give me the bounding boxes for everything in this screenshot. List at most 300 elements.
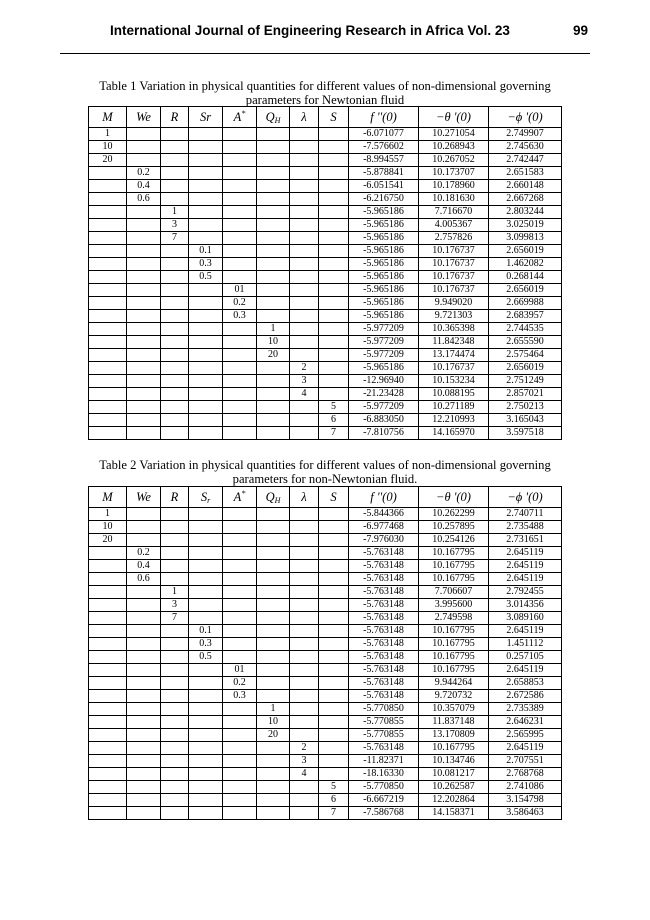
table-cell: 2.658853	[489, 677, 562, 690]
table-row	[89, 271, 562, 284]
table-cell: 0.5	[189, 651, 223, 664]
table-row	[89, 180, 562, 193]
table1-caption-line1: Table 1 Variation in physical quantities for different values of non-dimensional governing	[99, 79, 551, 93]
table-cell: 10.357079	[419, 703, 489, 716]
table-cell	[189, 167, 223, 180]
table-cell	[161, 690, 189, 703]
table-cell	[161, 781, 189, 794]
table-cell	[319, 729, 349, 742]
table-cell	[257, 310, 290, 323]
table-cell	[257, 167, 290, 180]
table-cell	[257, 401, 290, 414]
table-cell	[319, 232, 349, 245]
table-cell	[290, 521, 319, 534]
table-cell	[89, 258, 127, 271]
table-row	[89, 716, 562, 729]
table-cell	[319, 284, 349, 297]
table-cell	[223, 508, 257, 521]
table-cell	[319, 651, 349, 664]
table-cell: 10	[257, 336, 290, 349]
table-cell	[319, 193, 349, 206]
table-cell: -5.763148	[349, 560, 419, 573]
table-cell: 2.735488	[489, 521, 562, 534]
table-cell: -5.965186	[349, 310, 419, 323]
table-cell	[89, 677, 127, 690]
table-cell: 7	[161, 612, 189, 625]
table-cell: -5.965186	[349, 245, 419, 258]
table-cell	[319, 573, 349, 586]
table2-header-row	[89, 487, 562, 508]
table-cell	[89, 625, 127, 638]
col-header-theta: −θ '(0)	[419, 487, 489, 508]
table-cell: 1	[257, 703, 290, 716]
table-cell	[223, 323, 257, 336]
table-cell	[257, 245, 290, 258]
table-cell: 3.597518	[489, 427, 562, 440]
table-cell: 10.167795	[419, 573, 489, 586]
table-cell	[223, 427, 257, 440]
table-cell: -5.770850	[349, 703, 419, 716]
table-cell: 10.262299	[419, 508, 489, 521]
table-cell: 10.173707	[419, 167, 489, 180]
table-cell: 10.365398	[419, 323, 489, 336]
table-cell	[319, 388, 349, 401]
table-cell: -5.763148	[349, 664, 419, 677]
table-cell: -5.965186	[349, 284, 419, 297]
table-cell: 11.842348	[419, 336, 489, 349]
table-cell: 12.210993	[419, 414, 489, 427]
table-cell: 10.153234	[419, 375, 489, 388]
table-cell	[189, 375, 223, 388]
table-cell: 2.857021	[489, 388, 562, 401]
table-cell: 6	[319, 414, 349, 427]
table-cell	[290, 245, 319, 258]
table-cell	[161, 388, 189, 401]
table-cell	[189, 128, 223, 141]
table-cell	[189, 729, 223, 742]
table-cell: 3.586463	[489, 807, 562, 820]
table-cell: 2	[290, 742, 319, 755]
table-cell	[161, 141, 189, 154]
table-cell: 9.721303	[419, 310, 489, 323]
table-row	[89, 768, 562, 781]
table-cell: 10.134746	[419, 755, 489, 768]
table-cell	[223, 232, 257, 245]
table-cell	[161, 297, 189, 310]
table1-caption	[86, 79, 564, 107]
table-cell	[319, 336, 349, 349]
table-row	[89, 703, 562, 716]
table-cell: 7	[161, 232, 189, 245]
table-cell: -5.965186	[349, 232, 419, 245]
table-cell	[290, 807, 319, 820]
table-cell	[319, 141, 349, 154]
table-cell	[161, 768, 189, 781]
table-cell	[319, 154, 349, 167]
table-cell	[257, 193, 290, 206]
table-row	[89, 534, 562, 547]
table-cell: 10.271189	[419, 401, 489, 414]
table-cell: 0.6	[127, 573, 161, 586]
table-cell	[127, 781, 161, 794]
table-cell	[290, 141, 319, 154]
table-cell: -6.883050	[349, 414, 419, 427]
table-cell	[161, 638, 189, 651]
table-cell: 10.271054	[419, 128, 489, 141]
table-cell	[319, 612, 349, 625]
table-cell	[290, 794, 319, 807]
table-cell	[127, 677, 161, 690]
table2-caption-line1: Table 2 Variation in physical quantities for different values of non-dimensional governing	[99, 458, 551, 472]
table-cell	[189, 362, 223, 375]
table-cell: 10.176737	[419, 258, 489, 271]
table-cell	[290, 401, 319, 414]
table-cell	[161, 414, 189, 427]
table-cell: 0.3	[223, 310, 257, 323]
table-cell: -6.977468	[349, 521, 419, 534]
table-cell	[290, 154, 319, 167]
col-header-a-symbol: A	[233, 110, 242, 124]
table-cell	[223, 219, 257, 232]
table-cell	[161, 534, 189, 547]
table-row	[89, 560, 562, 573]
table-cell: -5.763148	[349, 547, 419, 560]
table-cell	[257, 258, 290, 271]
table-cell: 20	[257, 729, 290, 742]
table-cell	[319, 258, 349, 271]
table-cell	[89, 388, 127, 401]
table-cell	[257, 232, 290, 245]
table-cell	[127, 362, 161, 375]
table-cell: 2.645119	[489, 742, 562, 755]
table-cell	[223, 716, 257, 729]
table-cell: 2.645119	[489, 560, 562, 573]
table-cell: -6.051541	[349, 180, 419, 193]
table-cell: 0.257105	[489, 651, 562, 664]
table-cell	[290, 612, 319, 625]
table-cell	[257, 638, 290, 651]
table-cell: 2.683957	[489, 310, 562, 323]
table-cell: 0.5	[189, 271, 223, 284]
table-cell	[127, 599, 161, 612]
table-cell: -6.071077	[349, 128, 419, 141]
table-cell	[319, 323, 349, 336]
table-cell: 0.3	[189, 258, 223, 271]
table-cell: 4	[290, 768, 319, 781]
table-cell	[223, 141, 257, 154]
table-cell: 10.167795	[419, 664, 489, 677]
table-cell: 3.025019	[489, 219, 562, 232]
table-cell	[89, 323, 127, 336]
table-cell	[89, 362, 127, 375]
table-cell	[189, 690, 223, 703]
table-cell	[319, 768, 349, 781]
table-cell	[290, 167, 319, 180]
table-cell: 2.768768	[489, 768, 562, 781]
table-cell	[290, 781, 319, 794]
table-cell	[127, 323, 161, 336]
table-cell	[127, 206, 161, 219]
table-cell	[127, 284, 161, 297]
table-cell	[319, 677, 349, 690]
table-cell	[127, 742, 161, 755]
table-cell	[223, 794, 257, 807]
table-row	[89, 612, 562, 625]
table-cell: 2.731651	[489, 534, 562, 547]
table-cell: 2.749598	[419, 612, 489, 625]
table-cell	[257, 781, 290, 794]
table-cell	[161, 508, 189, 521]
table-cell: 2.792455	[489, 586, 562, 599]
table-cell	[161, 167, 189, 180]
col-header-f: f ''(0)	[349, 107, 419, 128]
table-cell	[290, 560, 319, 573]
table-cell: -5.977209	[349, 336, 419, 349]
table-cell	[257, 362, 290, 375]
table-row	[89, 206, 562, 219]
table-cell	[257, 271, 290, 284]
table-cell	[223, 362, 257, 375]
table-cell	[257, 414, 290, 427]
table2	[88, 486, 562, 820]
table-cell	[223, 349, 257, 362]
table-cell	[89, 310, 127, 323]
table-cell	[319, 245, 349, 258]
table-cell	[89, 638, 127, 651]
table-cell	[189, 742, 223, 755]
table-cell	[223, 375, 257, 388]
table-cell	[161, 245, 189, 258]
table-cell	[89, 414, 127, 427]
table-cell	[290, 427, 319, 440]
table-cell	[189, 586, 223, 599]
table-cell	[127, 375, 161, 388]
table-cell: 10.267052	[419, 154, 489, 167]
table-cell	[161, 560, 189, 573]
table-cell	[89, 560, 127, 573]
table-cell	[223, 612, 257, 625]
table-cell	[127, 651, 161, 664]
table-row	[89, 794, 562, 807]
table-cell	[290, 336, 319, 349]
table-cell	[290, 128, 319, 141]
table-cell: 10.176737	[419, 271, 489, 284]
table-cell	[223, 245, 257, 258]
table-row	[89, 427, 562, 440]
table-cell: -5.763148	[349, 625, 419, 638]
table-cell	[89, 193, 127, 206]
table-cell: -5.878841	[349, 167, 419, 180]
table-cell	[189, 310, 223, 323]
table-cell: 2.645119	[489, 625, 562, 638]
table-cell	[161, 154, 189, 167]
table-row	[89, 154, 562, 167]
col-header-m: M	[89, 107, 127, 128]
table-cell: -5.844366	[349, 508, 419, 521]
table-cell	[290, 690, 319, 703]
table-cell: -6.216750	[349, 193, 419, 206]
table-cell: -5.763148	[349, 651, 419, 664]
table2-body	[89, 508, 562, 820]
table-cell: -5.965186	[349, 297, 419, 310]
table-cell	[290, 258, 319, 271]
table-cell	[319, 521, 349, 534]
table-cell	[127, 716, 161, 729]
table-row	[89, 141, 562, 154]
table-cell	[290, 232, 319, 245]
table-cell	[290, 716, 319, 729]
table-row	[89, 414, 562, 427]
table-cell: 3.099813	[489, 232, 562, 245]
col-header-lambda: λ	[290, 487, 319, 508]
table-cell: 0.3	[223, 690, 257, 703]
col-header-we: We	[127, 487, 161, 508]
table-cell	[223, 625, 257, 638]
table-cell	[290, 323, 319, 336]
table-cell	[257, 690, 290, 703]
table-cell	[223, 521, 257, 534]
table-cell: 3	[161, 219, 189, 232]
table-cell: 2.656019	[489, 245, 562, 258]
table-cell	[127, 336, 161, 349]
table-cell: 10.176737	[419, 284, 489, 297]
table-cell: 2.645119	[489, 573, 562, 586]
table-cell	[127, 297, 161, 310]
table1-header-row	[89, 107, 562, 128]
table-row	[89, 586, 562, 599]
table-cell: 0.4	[127, 560, 161, 573]
table-row	[89, 807, 562, 820]
table-cell	[161, 677, 189, 690]
table-cell: 14.165970	[419, 427, 489, 440]
table-row	[89, 219, 562, 232]
table-cell	[257, 128, 290, 141]
table-cell	[290, 180, 319, 193]
table-cell	[89, 729, 127, 742]
table-cell	[89, 167, 127, 180]
table-cell	[290, 651, 319, 664]
table-cell	[319, 755, 349, 768]
table-cell: 10	[257, 716, 290, 729]
table-cell: 10.254126	[419, 534, 489, 547]
table-cell	[319, 508, 349, 521]
table-cell	[189, 768, 223, 781]
table-cell	[257, 651, 290, 664]
table-cell	[257, 427, 290, 440]
table-cell: 10.081217	[419, 768, 489, 781]
table-cell: 2.741086	[489, 781, 562, 794]
table-cell: 2.750213	[489, 401, 562, 414]
table-cell	[257, 677, 290, 690]
table-cell	[127, 508, 161, 521]
table-cell: 10.088195	[419, 388, 489, 401]
table-cell	[89, 375, 127, 388]
table-cell	[290, 573, 319, 586]
table-cell: 2.660148	[489, 180, 562, 193]
table-cell: 2	[290, 362, 319, 375]
table-cell	[290, 206, 319, 219]
col-header-phi: −ϕ '(0)	[489, 107, 562, 128]
table-cell: 0.2	[223, 297, 257, 310]
table-cell	[223, 414, 257, 427]
table-cell	[257, 284, 290, 297]
table-cell: -5.770850	[349, 781, 419, 794]
table-cell: -8.994557	[349, 154, 419, 167]
table-cell	[189, 193, 223, 206]
table-cell	[89, 573, 127, 586]
table-cell	[257, 521, 290, 534]
table-cell: 3.995600	[419, 599, 489, 612]
table-cell: 1.462082	[489, 258, 562, 271]
table-cell	[127, 154, 161, 167]
table-cell	[89, 703, 127, 716]
table-cell: 2.651583	[489, 167, 562, 180]
table-cell: 7	[319, 807, 349, 820]
table-cell	[189, 755, 223, 768]
table-cell	[257, 388, 290, 401]
table-cell	[290, 310, 319, 323]
table-cell	[127, 128, 161, 141]
table-row	[89, 573, 562, 586]
table-cell: 1	[89, 128, 127, 141]
table-cell: 10.257895	[419, 521, 489, 534]
table-cell	[161, 625, 189, 638]
table-cell	[223, 193, 257, 206]
table-cell: -5.770855	[349, 716, 419, 729]
table-cell: 20	[89, 154, 127, 167]
table-cell	[257, 206, 290, 219]
table-cell	[290, 638, 319, 651]
table-cell	[319, 547, 349, 560]
table-cell	[89, 755, 127, 768]
table-cell	[127, 427, 161, 440]
table-cell	[89, 336, 127, 349]
table1	[88, 106, 562, 440]
table-cell: -5.770855	[349, 729, 419, 742]
table-cell: 1	[257, 323, 290, 336]
table-cell	[223, 742, 257, 755]
table-cell	[127, 612, 161, 625]
table-cell	[290, 534, 319, 547]
table1-body	[89, 128, 562, 440]
table-cell: 2.745630	[489, 141, 562, 154]
table-cell	[189, 427, 223, 440]
table-cell	[257, 375, 290, 388]
table-row	[89, 128, 562, 141]
table-cell	[127, 664, 161, 677]
table-cell: 0.2	[127, 167, 161, 180]
table-cell	[161, 807, 189, 820]
table-cell	[89, 742, 127, 755]
table-cell	[127, 690, 161, 703]
table-cell	[257, 560, 290, 573]
table-cell	[290, 729, 319, 742]
table-cell	[223, 703, 257, 716]
table-cell	[161, 703, 189, 716]
table-cell	[189, 534, 223, 547]
table-cell: -12.96940	[349, 375, 419, 388]
table-cell: 2.565995	[489, 729, 562, 742]
col-header-s-subscript: r	[207, 495, 211, 505]
table-cell: 2.646231	[489, 716, 562, 729]
table-row	[89, 193, 562, 206]
table-cell	[223, 154, 257, 167]
col-header-qh	[257, 107, 290, 128]
table-cell	[161, 323, 189, 336]
table-cell	[189, 349, 223, 362]
col-header-r: R	[161, 487, 189, 508]
table-row	[89, 362, 562, 375]
